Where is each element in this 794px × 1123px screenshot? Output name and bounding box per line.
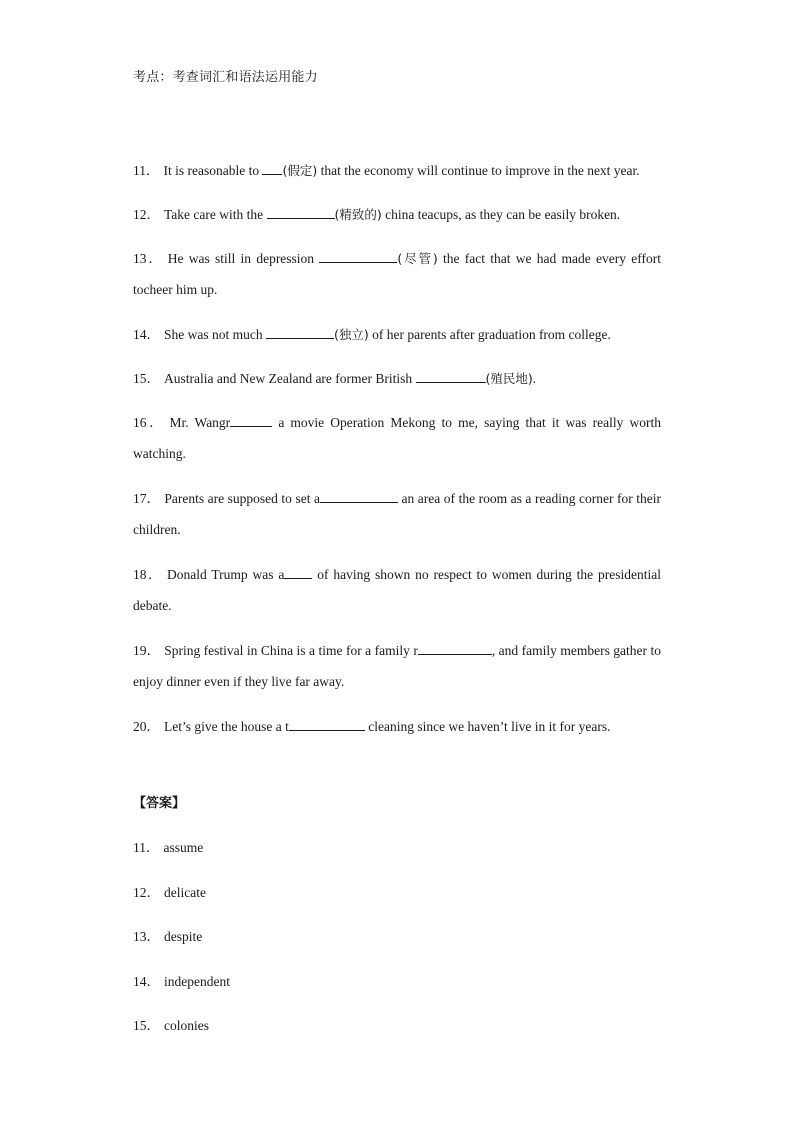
question-12 (133, 199, 661, 230)
question-number: 11． (133, 163, 160, 178)
question-17 (133, 483, 661, 545)
answer-text: despite (164, 929, 203, 944)
question-20 (133, 711, 661, 742)
question-number: 18． (133, 567, 163, 582)
question-text-after: an area of the room as a reading corner for their children. (133, 491, 662, 537)
question-text-after: of having shown no respect to women during the presidential debate. (133, 567, 661, 613)
question-number: 16． (133, 415, 166, 430)
answer-number: 11． (133, 840, 160, 855)
answer-item (133, 882, 230, 904)
question-text-before: He was still in depression (167, 251, 320, 266)
question-text-before: Donald Trump was a (167, 567, 285, 582)
question-text-before: Spring festival in China is a time for a family r (164, 643, 418, 658)
question-text-after: of her parents after graduation from college. (368, 327, 611, 342)
answer-list (133, 837, 230, 1060)
question-number: 13． (133, 251, 164, 266)
question-number: 20． (133, 719, 160, 734)
answer-number: 14． (133, 973, 160, 989)
answer-number: 12． (133, 884, 160, 900)
question-text-before: Mr. Wangr (169, 415, 231, 430)
question-text-before: Let’s give the house a t (164, 719, 289, 734)
answer-text: independent (164, 973, 230, 989)
question-text-after: a movie Operation Mekong to me, saying that it was really worth watching. (133, 415, 662, 461)
answer-item (133, 837, 230, 859)
answer-text: assume (163, 840, 204, 855)
answer-blank (266, 326, 334, 339)
question-13 (133, 243, 661, 305)
answer-item (133, 971, 230, 993)
answer-blank (262, 162, 282, 175)
chinese-hint: (殖民地) (485, 371, 533, 386)
question-14 (133, 319, 661, 350)
answer-blank (289, 718, 365, 731)
answer-number: 15． (133, 1018, 160, 1033)
question-number: 15． (133, 371, 160, 386)
answer-heading: 【答案】 (133, 796, 186, 811)
answer-blank (267, 206, 335, 219)
question-number: 12． (133, 207, 160, 222)
question-text-before: It is reasonable to (163, 163, 263, 178)
question-11 (133, 155, 661, 186)
answer-blank (319, 250, 397, 263)
answer-text: colonies (164, 1018, 209, 1033)
question-18 (133, 559, 661, 621)
question-16 (133, 407, 661, 469)
chinese-hint: (独立) (334, 327, 369, 342)
question-text-after: . (532, 371, 537, 386)
exam-point-note: 考点：考查词汇和语法运用能力 (133, 70, 318, 85)
question-text-before: Take care with the (164, 207, 267, 222)
question-text-before: Australia and New Zealand are former British (164, 371, 416, 386)
question-text-after: , and family members gather to enjoy dinner even if they live far away. (133, 643, 661, 689)
answer-number: 13． (133, 929, 160, 944)
answer-blank (320, 490, 398, 503)
question-15 (133, 363, 661, 394)
question-number: 14． (133, 327, 160, 342)
question-19 (133, 635, 661, 697)
question-text-after: cleaning since we haven’t live in it for years. (364, 719, 611, 734)
question-text-before: She was not much (164, 327, 266, 342)
answer-item (133, 1015, 230, 1037)
question-number: 19． (133, 643, 161, 658)
answer-blank (284, 566, 312, 579)
answer-blank (416, 370, 486, 383)
answer-item (133, 926, 230, 948)
chinese-hint: (精致的) (334, 207, 382, 222)
chinese-hint: (尽管) (397, 251, 438, 266)
answer-text: delicate (164, 884, 206, 900)
answer-blank (230, 414, 272, 427)
question-text-before: Parents are supposed to set a (164, 491, 320, 506)
question-text-after: china teacups, as they can be easily broken. (381, 207, 621, 222)
answer-blank (418, 642, 492, 655)
question-text-after: the fact that we had made every effort tocheer him up. (133, 251, 661, 297)
question-list (133, 155, 661, 755)
question-text-after: that the economy will continue to improve in the next year. (317, 163, 640, 178)
question-number: 17． (133, 491, 161, 506)
chinese-hint: (假定) (282, 163, 318, 178)
